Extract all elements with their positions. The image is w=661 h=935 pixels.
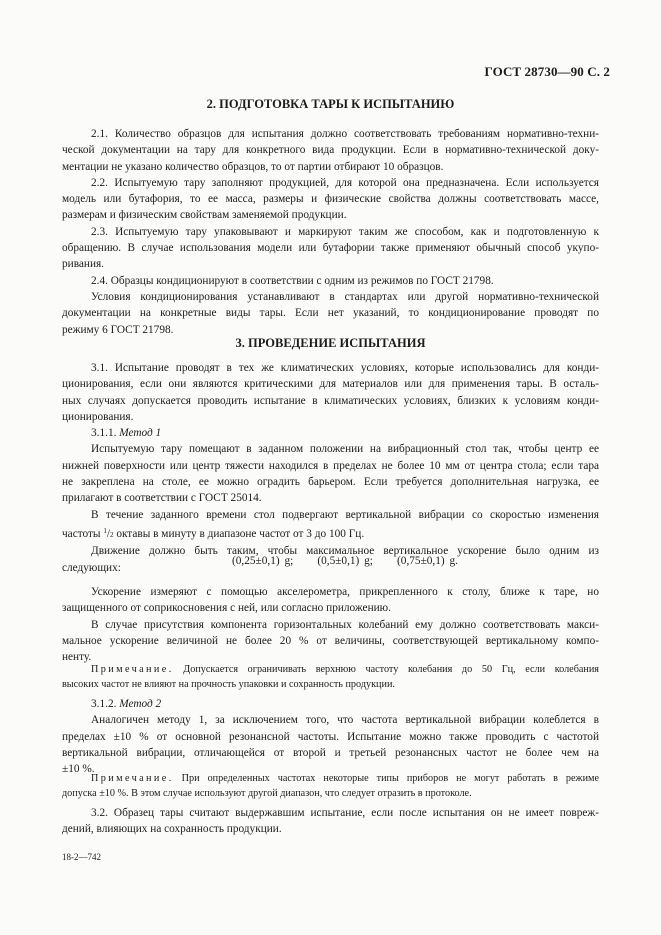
page-footer-code: 18-2—742	[62, 852, 101, 862]
paragraph-horizontal-component: В случае присутствия компонента горизонтальных колебаний ему должно соответствовать макси- мальное ускорение величиной не более 20 % от величины, соответствующей вертикальному компо- ненту.	[62, 618, 599, 664]
section-2-title: 2. ПОДГОТОВКА ТАРЫ К ИСПЫТАНИЮ	[206, 97, 455, 111]
paragraph-2-1: 2.1. Количество образцов для испытания должно соответствовать требованиям нормативно-техни- ческой документации на тару для конкретного вида продукции. Если в нормативно-технической доку- ментации не указано количество образцов, то от партии отбирают 10 образцов.	[62, 128, 599, 173]
section-3-body-d	[62, 805, 599, 838]
paragraph-2-2: 2.2. Испытуемую тару заполняют продукцией, для которой она предназначена. Если используется модель или бутафория, то ее масса, размеры и физические свойства должны соответствовать массе, размерам и физическим свойствам заменяемой продукции.	[62, 176, 599, 222]
fraction-denominator: 2	[110, 530, 114, 539]
fraction-numerator: 1	[103, 526, 107, 535]
paragraph-method-1-acceleration: Движение должно быть таким, чтобы максимальное вертикальное ускорение было одним из следующих:	[62, 545, 599, 574]
section-3-body-b	[62, 584, 599, 665]
note-1: Примечание. Допускается ограничивать верхнюю частоту колебания до 50 Гц, если колебания высоких частот не влияют на прочность упаковки и сохранность продукции.	[62, 664, 599, 690]
section-3-body-a	[62, 360, 599, 576]
document-header: ГОСТ 28730—90 С. 2	[484, 64, 610, 79]
paragraph-method-2: Аналогичен методу 1, за исключением того, что частота вертикальной вибрации колеблется в пределах ±10 % от основной резонансной частоты. Испытание можно также проводить с частотой вертикальной вибрации, отличающейся от второй и третьей резонансных частот не более чем на ±10 %.	[62, 714, 599, 776]
paragraph-3-2: 3.2. Образец тары считают выдержавшим испытание, если после испытания он не имеет повреж- дений, влияющих на сохранность продукции.	[62, 807, 599, 836]
paragraph-2-3: 2.3. Испытуемую тару упаковывают и маркируют таким же способом, как и подготовленную к обращению. В случае использования модели или бутафории также применяют обычный способ укупо- ривания.	[62, 225, 599, 271]
method-1-heading: 3.1.1. Метод 1	[91, 427, 162, 440]
section-2-body	[62, 126, 599, 338]
section-3-body-c	[62, 696, 599, 777]
paragraph-3-1: 3.1. Испытание проводят в тех же климатических условиях, которые использовались для конди- ционирования, если они являются критическими для материалов или для применения тары. В осталь- ных случаях допускается проводить испытание в климатических условиях, близких к условиям конди- ционирования.	[62, 362, 599, 423]
paragraph-method-1-setup: Испытуемую тару помещают в заданном положении на вибрационный стол так, чтобы центр ее нижней поверхности или центр тяжести находился в пределах не более 10 мм от центра стола; если тара не закреплена на столе, ее можно оградить барьером. Если требуется дополнительная нагрузка, ее прилагают в соответствии с ГОСТ 25014.	[62, 443, 599, 505]
paragraph-method-1-vibration: В течение заданного времени стол подвергают вертикальной вибрации со скоростью изменения частоты $^1$/2 октавы в минуту в диапазоне частот от 3 до 100 Гц.	[62, 508, 599, 540]
note-2: Примечание. При определенных частотах некоторые типы приборов не могут работать в режиме допуска ±10 %. В этом случае используют другой диапазон, что следует отразить в протоколе.	[62, 773, 599, 799]
paragraph-2-4: 2.4. Образцы кондиционируют в соответствии с одним из режимов по ГОСТ 21798.	[91, 274, 494, 287]
section-3-title: 3. ПРОВЕДЕНИЕ ИСПЫТАНИЯ	[235, 336, 426, 350]
paragraph-accelerometer: Ускорение измеряют с помощью акселерометра, прикрепленного к столу, ближе к таре, но защищенного от соприкосновения с ней, или согласно приложению.	[62, 586, 599, 615]
paragraph-2-4-conditions: Условия кондиционирования устанавливают в стандартах или другой нормативно-технической документации на конкретные виды тары. Если нет указаний, то кондиционирование проводят по режиму 6 ГОСТ 21798.	[62, 290, 599, 336]
method-2-heading: 3.1.2. Метод 2	[91, 698, 162, 710]
acceleration-formula: (0,25±0,1) g; (0,5±0,1) g; (0,75±0,1) g.	[232, 555, 458, 567]
note-label: Примечание.	[91, 773, 174, 784]
note-label: Примечание.	[91, 664, 174, 675]
